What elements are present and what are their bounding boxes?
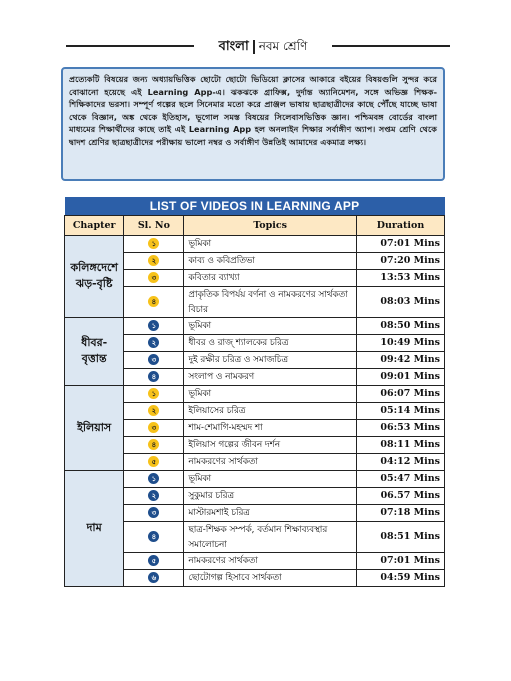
- duration-cell: 10:49 Mins: [357, 334, 445, 351]
- topic-cell: ধীবর ও রাজ্ শ্যালকের চরিত্র: [184, 334, 357, 351]
- chapter-cell: [65, 470, 124, 586]
- chapter-cell: [65, 385, 124, 470]
- serial-badge: ১: [148, 473, 159, 484]
- serial-badge: ১: [148, 388, 159, 399]
- sl-cell: [124, 351, 184, 368]
- chapter-name: ধীবর-বৃত্তান্ত: [81, 336, 108, 365]
- sl-cell: [124, 552, 184, 569]
- duration-cell: 08:11 Mins: [357, 436, 445, 453]
- sl-cell: [124, 453, 184, 470]
- intro-paragraph: প্রত্যেকটি বিষয়ের জন্য অধ্যায়ভিত্তিক ছোটো ছোটো ভিডিয়ো ক্লাসের আকারে বইয়ের বিষয়গুলি সুন্দর করে বোঝানো হয়েছে এই Learning App-এ। ঝকঝকে গ্রাফিক্স, দুর্দান্ত অ্যানিমেশন, সঙ্গে অভিজ্ঞ শিক্ষক-শিক্ষিকাদের ভরসা। সম্পূর্ণ গল্পের ছলে সিনেমার মতো করে প্রাঞ্জল ভাষায় ছাত্রছাত্রীদের কাছে পৌঁছে যাচ্ছে ভাষা থেকে বিজ্ঞান, অঙ্ক থেকে ইতিহাস, ভূগোল সমস্ত বিষয়ের সিলেবাসভিত্তিক জ্ঞান। পশ্চিমবঙ্গ বোর্ডের বাংলা মাধ্যমের শিক্ষার্থীদের কাছে তাই এই Learning App হল অনলাইন শিক্ষার সর্বাঙ্গীণ অ্যাপ। সপ্তম শ্রেণি থেকে দ্বাদশ শ্রেণির ছাত্রছাত্রীদের পরীক্ষায় ভালো নম্বর ও সর্বাঙ্গীণ উন্নতিই আমাদের একমাত্র লক্ষ্য।: [61, 67, 445, 181]
- duration-cell: 07:20 Mins: [357, 252, 445, 269]
- duration-cell: 07:01 Mins: [357, 235, 445, 252]
- topic-cell: মাস্টারমশাই চরিত্র: [184, 504, 357, 521]
- topic-cell: ইলিয়াসের চরিত্র: [184, 402, 357, 419]
- sl-cell: [124, 317, 184, 334]
- topic-cell: ছাত্র-শিক্ষক সম্পর্ক, বর্তমান শিক্ষাব্যবস্থার সমালোচনা: [184, 521, 357, 552]
- duration-cell: 08:03 Mins: [357, 286, 445, 317]
- serial-badge: ২: [148, 337, 159, 348]
- sl-cell: [124, 569, 184, 586]
- col-header-topics: Topics: [184, 215, 357, 235]
- serial-badge: ৩: [148, 507, 159, 518]
- duration-cell: 08:51 Mins: [357, 521, 445, 552]
- sl-cell: [124, 252, 184, 269]
- subject-label: বাংলা: [218, 39, 249, 54]
- serial-badge: ৩: [148, 422, 159, 433]
- topic-cell: দুই রক্ষীর চরিত্র ও সমাজচিত্র: [184, 351, 357, 368]
- chapter-name: ইলিয়াস: [77, 420, 112, 434]
- serial-badge: ৪: [148, 531, 159, 542]
- topic-cell: ছোটোগল্প হিসাবে সার্থকতা: [184, 569, 357, 586]
- table-row: [65, 470, 445, 487]
- header-rule-left: [66, 45, 194, 47]
- topic-cell: কবিতার ব্যাখ্যা: [184, 269, 357, 286]
- sl-cell: [124, 487, 184, 504]
- table-caption: LIST OF VIDEOS IN LEARNING APP: [65, 197, 445, 215]
- col-header-duration: Duration: [357, 215, 445, 235]
- serial-badge: ৪: [148, 371, 159, 382]
- sl-cell: [124, 269, 184, 286]
- serial-badge: ৬: [148, 572, 159, 583]
- table-row: [65, 235, 445, 252]
- chapter-name: দাম: [86, 521, 102, 534]
- topic-cell: কাব্য ও কবিপ্রতিভা: [184, 252, 357, 269]
- topic-cell: ভূমিকা: [184, 235, 357, 252]
- serial-badge: ৪: [148, 296, 159, 307]
- topic-cell: প্রাকৃতিক বিপর্যয় বর্ণনা ও নামকরণের সার্থকতা বিচার: [184, 286, 357, 317]
- title-separator: [253, 40, 255, 54]
- duration-cell: 09:42 Mins: [357, 351, 445, 368]
- serial-badge: ২: [148, 405, 159, 416]
- duration-cell: 05:47 Mins: [357, 470, 445, 487]
- sl-cell: [124, 235, 184, 252]
- duration-cell: 08:50 Mins: [357, 317, 445, 334]
- col-header-chapter: Chapter: [65, 215, 124, 235]
- serial-badge: ৫: [148, 555, 159, 566]
- serial-badge: ৩: [148, 272, 159, 283]
- header-rule-right: [332, 45, 450, 47]
- sl-cell: [124, 419, 184, 436]
- topic-cell: ভূমিকা: [184, 385, 357, 402]
- topic-cell: শাম-শেমাগি-মহম্মদ শা: [184, 419, 357, 436]
- serial-badge: ৫: [148, 456, 159, 467]
- topic-cell: ভূমিকা: [184, 470, 357, 487]
- topic-cell: ভূমিকা: [184, 317, 357, 334]
- sl-cell: [124, 286, 184, 317]
- topic-cell: সুকুমার চরিত্র: [184, 487, 357, 504]
- duration-cell: 09:01 Mins: [357, 368, 445, 385]
- chapter-cell: [65, 317, 124, 385]
- topic-cell: ইলিয়াস গল্পের জীবন দর্শন: [184, 436, 357, 453]
- duration-cell: 06:07 Mins: [357, 385, 445, 402]
- video-list-table: [64, 197, 445, 587]
- page-title: [197, 36, 329, 57]
- topic-cell: নামকরণের সার্থকতা: [184, 552, 357, 569]
- sl-cell: [124, 436, 184, 453]
- serial-badge: ২: [148, 490, 159, 501]
- table-row: [65, 385, 445, 402]
- serial-badge: ৪: [148, 439, 159, 450]
- duration-cell: 13:53 Mins: [357, 269, 445, 286]
- duration-cell: 06.57 Mins: [357, 487, 445, 504]
- duration-cell: 06:53 Mins: [357, 419, 445, 436]
- sl-cell: [124, 521, 184, 552]
- serial-badge: ৩: [148, 354, 159, 365]
- duration-cell: 07:18 Mins: [357, 504, 445, 521]
- sl-cell: [124, 385, 184, 402]
- chapter-name: কলিঙ্গদেশে: [70, 261, 118, 274]
- col-header-sl: Sl. No: [124, 215, 184, 235]
- serial-badge: ১: [148, 238, 159, 249]
- sl-cell: [124, 402, 184, 419]
- page-header: [0, 36, 511, 56]
- serial-badge: ১: [148, 320, 159, 331]
- table-row: [65, 317, 445, 334]
- topic-cell: সংলাপ ও নামকরণ: [184, 368, 357, 385]
- duration-cell: 04:12 Mins: [357, 453, 445, 470]
- class-label: নবম শ্রেণি: [258, 39, 308, 53]
- topic-cell: নামকরণের সার্থকতা: [184, 453, 357, 470]
- chapter-name-line2: ঝড়-বৃষ্টি: [75, 277, 113, 290]
- duration-cell: 07:01 Mins: [357, 552, 445, 569]
- sl-cell: [124, 504, 184, 521]
- chapter-cell: [65, 235, 124, 317]
- sl-cell: [124, 334, 184, 351]
- sl-cell: [124, 368, 184, 385]
- serial-badge: ২: [148, 255, 159, 266]
- duration-cell: 04:59 Mins: [357, 569, 445, 586]
- sl-cell: [124, 470, 184, 487]
- duration-cell: 05:14 Mins: [357, 402, 445, 419]
